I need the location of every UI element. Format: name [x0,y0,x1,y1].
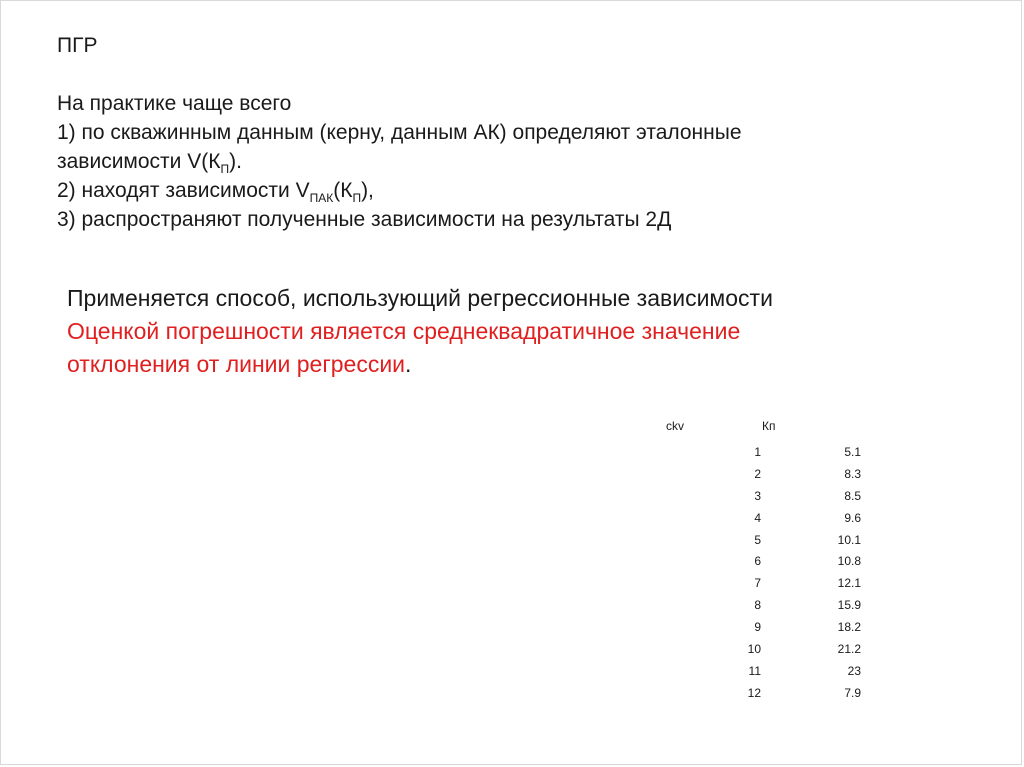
table-cell-value: 15.9 [837,598,861,613]
table-header-cell: ckv [666,419,684,433]
intro-text-part: (К [333,179,353,202]
subscript: ПАК [309,191,334,205]
intro-text-part: зависимости V(К [57,150,221,173]
table-cell-value: 7.9 [844,685,861,700]
table-cell-num: 8 [754,598,761,613]
method-line-red: отклонения от линии регрессии [67,351,406,377]
intro-text [57,89,742,234]
table-cell-value: 5.1 [844,445,861,459]
intro-line [57,147,742,176]
slide-title: ПГР [57,34,98,57]
table-cell-value: 8.5 [844,488,861,503]
intro-text-part: ), [361,179,374,202]
table-cell-num: 12 [747,685,761,700]
method-line: Применяется способ, использующий регрессионные зависимости [67,285,773,311]
table-cell-value: 9.6 [844,510,861,525]
table-cell-value: 10.1 [837,532,861,547]
method-line [67,348,773,381]
intro-line [57,176,742,205]
table-cell-num: 2 [754,466,761,481]
subscript: П [352,191,362,205]
table-cell-num: 10 [747,642,761,657]
intro-line: 3) распространяют полученные зависимости на результаты 2Д [57,208,672,231]
table-cell-num: 4 [754,510,761,525]
table-cell-num: 7 [754,576,761,591]
subscript: П [220,162,230,176]
table-cell-num: 3 [754,488,761,503]
table-cell-num: 6 [754,554,761,569]
table-cell-value: 8.3 [844,466,861,481]
table-cell-num: 5 [754,532,761,547]
table-cell-value: 23 [847,663,861,678]
table-header-cell: Кп [762,419,776,433]
table-cell-value: 21.2 [837,642,861,657]
method-line-red: Оценкой погрешности является среднеквадратичное значение [67,318,741,344]
table-cell-num: 1 [754,445,761,459]
intro-line: На практике чаще всего [57,92,292,115]
table-cell-num: 11 [748,663,761,678]
intro-line: 1) по скважинным данным (керну, данным АК) определяют эталонные [57,121,742,144]
table-cell-num: 9 [754,620,761,635]
intro-text-part: ). [229,150,242,173]
table-cell-value: 12.1 [837,576,861,591]
method-text [67,282,773,381]
period: . [405,351,412,377]
table-cell-value: 10.8 [837,554,861,569]
intro-text-part: 2) находят зависимости V [57,179,310,202]
table-cell-value: 18.2 [837,620,861,635]
